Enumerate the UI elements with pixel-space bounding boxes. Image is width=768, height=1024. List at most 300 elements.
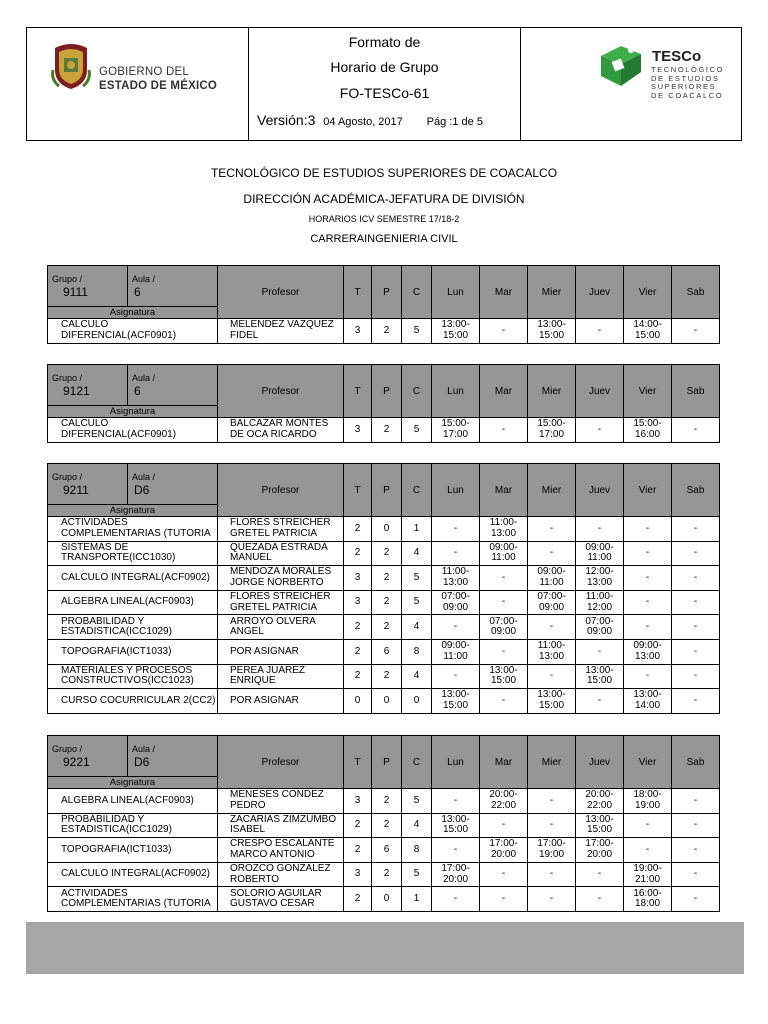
line-1: ALGEBRA LINEAL(ACF0903): [61, 596, 194, 608]
wed-cell: [528, 319, 576, 344]
mon-cell: [432, 887, 480, 912]
wed-cell: [528, 813, 576, 838]
line-2: 22:00: [490, 799, 517, 811]
line-1: ARROYO OLVERA: [230, 615, 316, 627]
tesco-title: TESCo: [652, 48, 702, 65]
line-2: TRANSPORTE(ICC1030): [61, 552, 176, 564]
line-1: -: [453, 620, 458, 632]
line-1: 14:00-: [633, 319, 662, 331]
line-2: 11:00: [587, 552, 612, 564]
line-1: 15:00-: [537, 418, 566, 430]
col-header-t: T: [344, 464, 372, 517]
line-2: DIFERENCIAL(ACF0901): [61, 428, 177, 440]
room-cell: [128, 365, 218, 406]
line-1: 07:00-: [489, 615, 518, 627]
teacher-cell: [218, 418, 344, 443]
p-cell: 2: [372, 862, 402, 887]
line-1: QUEZADA ESTRADA: [230, 541, 328, 553]
p-cell: 2: [372, 541, 402, 566]
col-header-t: T: [344, 736, 372, 789]
col-header-c: C: [402, 365, 432, 418]
room-label: Aula /: [132, 372, 156, 383]
mon-cell: [432, 838, 480, 863]
line-2: MARCO ANTONIO: [230, 848, 315, 860]
subject-cell: [48, 319, 218, 344]
t-cell: 3: [344, 789, 372, 814]
subject-cell: [48, 517, 218, 542]
thu-cell: [576, 319, 624, 344]
sat-cell: -: [672, 541, 720, 566]
col-header-fri: Vier: [624, 365, 672, 418]
thu-cell: [576, 418, 624, 443]
sat-cell: -: [672, 590, 720, 615]
col-header-c: C: [402, 266, 432, 319]
mon-cell: [432, 319, 480, 344]
tue-cell: [480, 689, 528, 714]
document-header: [26, 27, 742, 141]
group-number: 9211: [63, 482, 89, 497]
tue-cell: [480, 887, 528, 912]
subject-header: Asignatura: [48, 777, 218, 789]
line-2: ESTADISTICA(ICC1029): [61, 626, 172, 638]
line-1: 13:00-: [441, 689, 470, 701]
wed-cell: [528, 838, 576, 863]
group-cell: [48, 365, 128, 406]
col-header-t: T: [344, 266, 372, 319]
line-2: ESTADISTICA(ICC1029): [61, 824, 172, 836]
col-header-fri: Vier: [624, 464, 672, 517]
line-1: -: [645, 670, 650, 682]
line-2: 11:00: [539, 576, 564, 588]
c-cell: 8: [402, 639, 432, 664]
col-header-mon: Lun: [432, 736, 480, 789]
wed-cell: [528, 590, 576, 615]
line-1: -: [645, 571, 650, 583]
p-cell: 2: [372, 319, 402, 344]
line-1: CALCULO: [61, 319, 109, 331]
col-header-thu: Juev: [576, 736, 624, 789]
line-2: 17:00: [538, 428, 565, 440]
page-number: Pág :1 de 5: [426, 116, 483, 128]
p-cell: 0: [372, 689, 402, 714]
line-2: 09:00: [442, 601, 469, 613]
teacher-cell: [218, 813, 344, 838]
line-1: ZACARIAS ZIMZUMBO: [230, 813, 337, 825]
table-row: [48, 517, 720, 542]
subject-cell: [48, 789, 218, 814]
format-code: FO-TESCo-61: [339, 85, 430, 101]
gov-line-2: ESTADO DE MÉXICO: [99, 80, 217, 92]
line-2: 13:00: [634, 650, 661, 662]
tue-cell: [480, 789, 528, 814]
line-1: MENDOZA MORALES: [230, 566, 332, 578]
line-1: 09:00-: [585, 541, 614, 553]
mon-cell: [432, 566, 480, 591]
line-1: 11:00-: [441, 566, 470, 578]
line-1: CALCULO INTEGRAL(ACF0902): [61, 571, 210, 583]
c-cell: 5: [402, 862, 432, 887]
line-1: 20:00-: [489, 789, 518, 801]
line-1: -: [453, 892, 458, 904]
line-2: GUSTAVO CESAR: [230, 898, 315, 910]
table-row: [48, 838, 720, 863]
sat-cell: -: [672, 689, 720, 714]
col-header-wed: Mier: [528, 736, 576, 789]
line-2: COMPLEMENTARIAS (TUTORIA: [61, 527, 211, 539]
t-cell: 2: [344, 887, 372, 912]
line-2: 15:00: [634, 329, 661, 341]
col-header-sat: Sab: [672, 736, 720, 789]
p-cell: 2: [372, 615, 402, 640]
col-header-thu: Juev: [576, 266, 624, 319]
tue-cell: [480, 418, 528, 443]
line-1: -: [549, 620, 554, 632]
line-1: -: [549, 547, 554, 559]
mon-cell: [432, 813, 480, 838]
col-header-t: T: [344, 365, 372, 418]
wed-cell: [528, 862, 576, 887]
line-1: -: [501, 868, 506, 880]
tue-cell: [480, 319, 528, 344]
table-row: [48, 639, 720, 664]
subject-header: Asignatura: [48, 307, 218, 319]
line-1: -: [549, 892, 554, 904]
line-1: ALGEBRA LINEAL(ACF0903): [61, 794, 194, 806]
line-2: ROBERTO: [230, 873, 280, 885]
c-cell: 4: [402, 541, 432, 566]
line-1: 13:00-: [489, 664, 518, 676]
fri-cell: [624, 319, 672, 344]
coat-of-arms-icon: [49, 40, 93, 90]
line-1: -: [645, 522, 650, 534]
line-2: 17:00: [442, 428, 469, 440]
col-header-c: C: [402, 464, 432, 517]
line-2: 13:00: [586, 576, 613, 588]
col-header-tue: Mar: [480, 266, 528, 319]
group-number: 9121: [63, 383, 90, 398]
subject-cell: [48, 566, 218, 591]
line-1: -: [645, 843, 650, 855]
table-row: [48, 789, 720, 814]
line-2: 13:00: [442, 576, 469, 588]
thu-cell: [576, 838, 624, 863]
col-header-wed: Mier: [528, 365, 576, 418]
mon-cell: [432, 541, 480, 566]
line-1: 07:00-: [537, 591, 566, 603]
c-cell: 5: [402, 590, 432, 615]
line-2: 11:00: [491, 552, 516, 564]
teacher-cell: [218, 789, 344, 814]
group-schedule-table: [47, 265, 720, 344]
c-cell: 5: [402, 418, 432, 443]
line-1: 19:00-: [633, 863, 662, 875]
col-header-p: P: [372, 464, 402, 517]
line-2: GRETEL PATRICIA: [230, 527, 318, 539]
tue-cell: [480, 813, 528, 838]
subject-header: Asignatura: [48, 505, 218, 517]
subject-cell: [48, 838, 218, 863]
col-header-thu: Juev: [576, 365, 624, 418]
sat-cell: -: [672, 566, 720, 591]
fri-cell: [624, 590, 672, 615]
c-cell: 8: [402, 838, 432, 863]
wed-cell: [528, 615, 576, 640]
teacher-cell: [218, 517, 344, 542]
col-header-sat: Sab: [672, 266, 720, 319]
t-cell: 2: [344, 615, 372, 640]
line-1: OROZCO GONZALEZ: [230, 863, 331, 875]
p-cell: 6: [372, 838, 402, 863]
tue-cell: [480, 541, 528, 566]
room-number: 6: [134, 383, 141, 398]
line-1: 11:00-: [489, 517, 518, 529]
col-header-sat: Sab: [672, 365, 720, 418]
teacher-cell: [218, 319, 344, 344]
tesco-sub-3: SUPERIORES: [651, 82, 717, 91]
line-1: -: [597, 522, 602, 534]
group-label: Grupo /: [52, 471, 83, 482]
line-1: CALCULO INTEGRAL(ACF0902): [61, 868, 210, 880]
line-1: BALCAZAR MONTES: [230, 418, 329, 430]
tesco-sub-2: DE ESTUDIOS: [651, 73, 720, 83]
line-1: -: [453, 794, 458, 806]
subject-cell: [48, 862, 218, 887]
line-2: 11:00: [443, 650, 468, 662]
sat-cell: -: [672, 664, 720, 689]
line-1: SISTEMAS DE: [61, 541, 129, 553]
teacher-cell: [218, 615, 344, 640]
p-cell: 2: [372, 813, 402, 838]
tesco-sub-1: TECNOLÓGICO: [651, 65, 725, 74]
t-cell: 2: [344, 664, 372, 689]
version-line: [257, 112, 483, 128]
tue-cell: [480, 517, 528, 542]
mon-cell: [432, 689, 480, 714]
line-1: ACTIVIDADES: [61, 517, 128, 529]
group-label: Grupo /: [52, 372, 83, 383]
wed-cell: [528, 789, 576, 814]
thu-cell: [576, 813, 624, 838]
line-1: PEREA JUAREZ: [230, 664, 306, 676]
line-1: 13:00-: [585, 813, 614, 825]
line-1: 09:00-: [537, 566, 566, 578]
line-1: FLORES STREICHER: [230, 591, 331, 603]
tesco-sub-4: DE COACALCO: [651, 90, 724, 100]
t-cell: 2: [344, 541, 372, 566]
table-row: [48, 813, 720, 838]
thu-cell: [576, 517, 624, 542]
teacher-cell: [218, 862, 344, 887]
line-2: 18:00: [634, 898, 661, 910]
p-cell: 2: [372, 590, 402, 615]
wed-cell: [528, 689, 576, 714]
line-1: -: [597, 868, 602, 880]
room-cell: [128, 266, 218, 307]
room-number: D6: [134, 754, 150, 769]
line-1: CALCULO: [61, 418, 109, 430]
line-1: 07:00-: [585, 615, 614, 627]
line-2: 15:00: [442, 699, 469, 711]
t-cell: 3: [344, 319, 372, 344]
line-1: 13:00-: [537, 319, 566, 331]
fri-cell: [624, 418, 672, 443]
room-number: 6: [134, 284, 141, 299]
teacher-cell: [218, 639, 344, 664]
version-date: 04 Agosto, 2017: [323, 116, 403, 128]
line-2: ANGEL: [230, 626, 264, 638]
tesco-logo-icon: [597, 40, 647, 90]
line-1: 17:00-: [537, 838, 566, 850]
room-label: Aula /: [132, 743, 156, 754]
col-header-sat: Sab: [672, 464, 720, 517]
subject-cell: [48, 664, 218, 689]
career-title: CARRERAINGENIERIA CIVIL: [310, 233, 458, 245]
line-1: CURSO COCURRICULAR 2(CC2): [61, 694, 216, 706]
line-1: MENESES CONDEZ: [230, 789, 324, 801]
room-cell: [128, 736, 218, 777]
teacher-cell: [218, 838, 344, 863]
t-cell: 2: [344, 639, 372, 664]
line-1: -: [549, 670, 554, 682]
mon-cell: [432, 590, 480, 615]
line-2: 12:00: [586, 601, 613, 613]
col-header-teacher: Profesor: [218, 365, 344, 418]
line-1: -: [501, 819, 506, 831]
wed-cell: [528, 418, 576, 443]
tue-cell: [480, 615, 528, 640]
subject-header: Asignatura: [48, 406, 218, 418]
tue-cell: [480, 862, 528, 887]
c-cell: 1: [402, 517, 432, 542]
line-1: 13:00-: [537, 689, 566, 701]
room-number: D6: [134, 482, 150, 497]
line-2: GRETEL PATRICIA: [230, 601, 318, 613]
line-1: -: [501, 571, 506, 583]
teacher-cell: [218, 541, 344, 566]
format-title-2: Horario de Grupo: [330, 59, 439, 75]
line-2: 09:00: [490, 626, 517, 638]
t-cell: 0: [344, 689, 372, 714]
line-2: JORGE NORBERTO: [230, 576, 324, 588]
line-2: 19:00: [634, 799, 661, 811]
fri-cell: [624, 664, 672, 689]
t-cell: 3: [344, 418, 372, 443]
fri-cell: [624, 887, 672, 912]
col-header-tue: Mar: [480, 736, 528, 789]
table-row: [48, 887, 720, 912]
format-cell: [249, 28, 521, 140]
line-1: 07:00-: [441, 591, 470, 603]
col-header-tue: Mar: [480, 365, 528, 418]
col-header-c: C: [402, 736, 432, 789]
line-1: 11:00-: [537, 640, 566, 652]
subject-cell: [48, 590, 218, 615]
wed-cell: [528, 639, 576, 664]
line-2: PEDRO: [230, 799, 266, 811]
mon-cell: [432, 517, 480, 542]
subject-cell: [48, 813, 218, 838]
line-1: -: [453, 843, 458, 855]
col-header-p: P: [372, 736, 402, 789]
gov-text: [99, 65, 217, 93]
line-2: COMPLEMENTARIAS (TUTORIA: [61, 898, 211, 910]
fri-cell: [624, 813, 672, 838]
table-row: [48, 664, 720, 689]
table-row: [48, 319, 720, 344]
line-1: 12:00-: [585, 566, 614, 578]
mon-cell: [432, 789, 480, 814]
line-1: 13:00-: [441, 319, 470, 331]
line-1: 09:00-: [633, 640, 662, 652]
sat-cell: -: [672, 789, 720, 814]
room-label: Aula /: [132, 273, 156, 284]
fri-cell: [624, 789, 672, 814]
col-header-fri: Vier: [624, 736, 672, 789]
line-2: 14:00: [634, 699, 661, 711]
t-cell: 3: [344, 566, 372, 591]
line-1: -: [501, 596, 506, 608]
line-1: -: [501, 324, 506, 336]
tue-cell: [480, 590, 528, 615]
table-row: [48, 689, 720, 714]
col-header-tue: Mar: [480, 464, 528, 517]
line-1: -: [549, 794, 554, 806]
line-2: 22:00: [586, 799, 613, 811]
line-2: 15:00: [538, 329, 565, 341]
line-1: SOLORIO AGUILAR: [230, 887, 322, 899]
line-1: -: [597, 324, 602, 336]
line-1: -: [549, 819, 554, 831]
t-cell: 3: [344, 862, 372, 887]
line-2: 15:00: [586, 824, 613, 836]
line-2: 20:00: [442, 873, 469, 885]
mon-cell: [432, 615, 480, 640]
subject-cell: [48, 615, 218, 640]
line-1: 15:00-: [633, 418, 662, 430]
sat-cell: -: [672, 418, 720, 443]
wed-cell: [528, 517, 576, 542]
subject-cell: [48, 689, 218, 714]
p-cell: 2: [372, 418, 402, 443]
line-1: CRESPO ESCALANTE: [230, 838, 335, 850]
line-1: -: [501, 892, 506, 904]
wed-cell: [528, 664, 576, 689]
line-2: MANUEL: [230, 552, 272, 564]
direction-title: DIRECCIÓN ACADÉMICA-JEFATURA DE DIVISIÓN: [243, 192, 525, 206]
line-2: CONSTRUCTIVOS(ICC1023): [61, 675, 194, 687]
line-1: 09:00-: [441, 640, 470, 652]
fri-cell: [624, 566, 672, 591]
line-1: 17:00-: [489, 838, 518, 850]
tue-cell: [480, 664, 528, 689]
line-1: 20:00-: [585, 789, 614, 801]
line-1: PROBABILIDAD Y: [61, 813, 145, 825]
t-cell: 2: [344, 813, 372, 838]
line-1: -: [453, 547, 458, 559]
line-2: DE OCA RICARDO: [230, 428, 317, 440]
tesco-subtitle: [651, 66, 724, 100]
line-1: 16:00-: [633, 887, 662, 899]
line-1: 13:00-: [585, 664, 614, 676]
sat-cell: -: [672, 615, 720, 640]
table-row: [48, 418, 720, 443]
thu-cell: [576, 862, 624, 887]
group-cell: [48, 464, 128, 505]
tesco-logo-cell: [521, 28, 741, 140]
line-1: MELENDEZ VAZQUEZ: [230, 319, 334, 331]
table-row: [48, 590, 720, 615]
line-1: 17:00-: [585, 838, 614, 850]
